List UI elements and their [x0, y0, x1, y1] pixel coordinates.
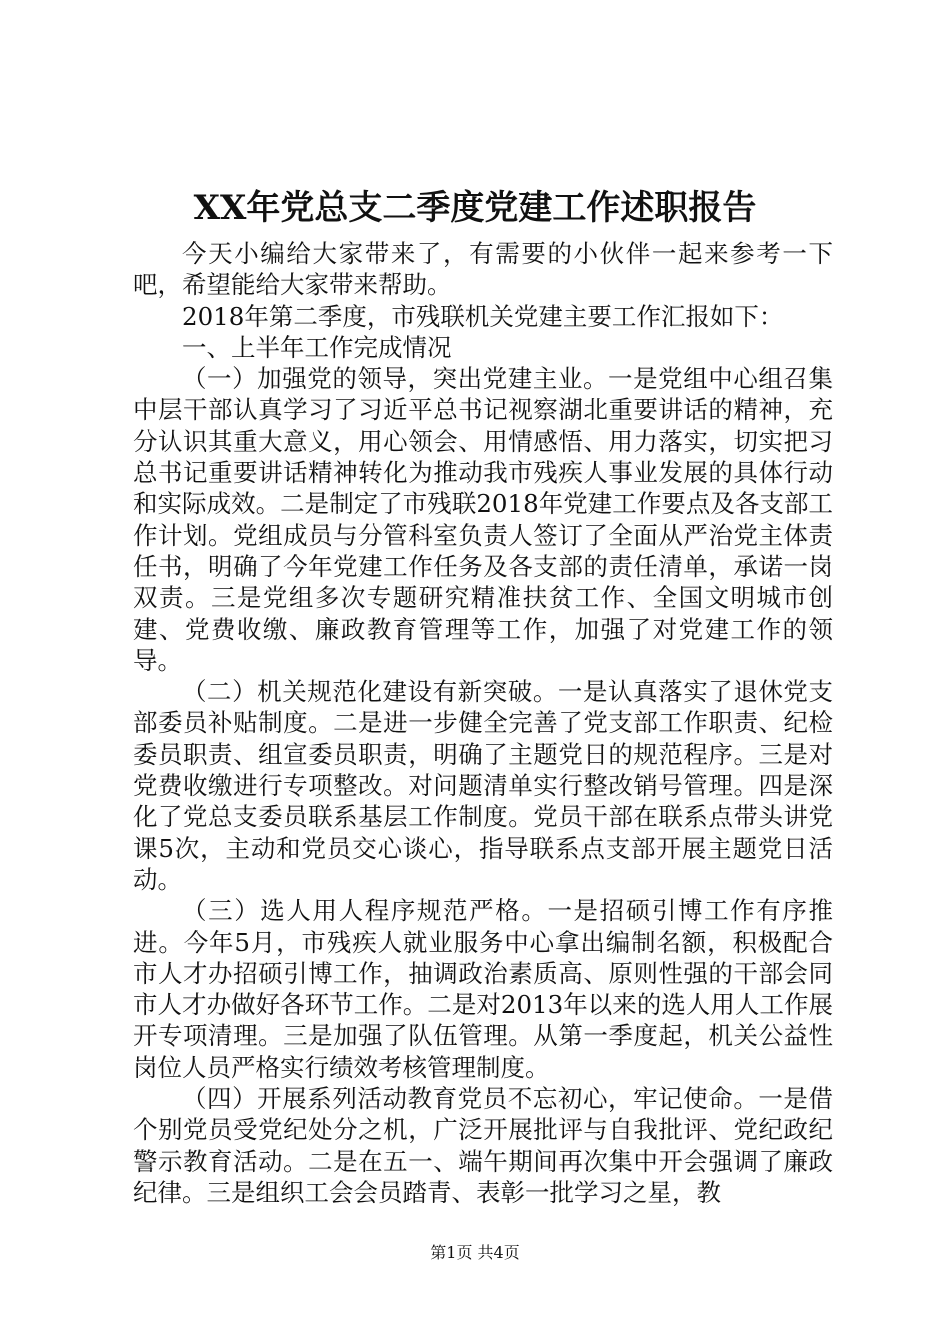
paragraph-item-4: （四）开展系列活动教育党员不忘初心，牢记使命。一是借个别党员受党纪处分之机，广泛开展批评与自我批评、党纪政纪警示教育活动。二是在五一、端午期间再次集中开会强调了廉政纪律。三是组织工会会员踏青、表彰一批学习之星，教 [133, 1084, 833, 1207]
page-number-footer: 第1页 共4页 [430, 1243, 520, 1262]
paragraph-intro: 今天小编给大家带来了，有需要的小伙伴一起来参考一下吧，希望能给大家带来帮助。 [133, 239, 833, 300]
paragraph-item-1: （一）加强党的领导，突出党建主业。一是党组中心组召集中层干部认真学习了习近平总书记视察湖北重要讲话的精神，充分认识其重大意义，用心领会、用情感悟、用力落实，切实把习总书记重要讲话精神转化为推动我市残疾人事业发展的具体行动和实际成效。二是制定了市残联2018年党建工作要点及各支部工作计划。党组成员与分管科室负责人签订了全面从严治党主体责任书，明确了今年党建工作任务及各支部的责任清单，承诺一岗双责。三是党组多次专题研究精准扶贫工作、全国文明城市创建、党费收缴、廉政教育管理等工作，加强了对党建工作的领导。 [133, 364, 833, 675]
paragraph-item-2: （二）机关规范化建设有新突破。一是认真落实了退休党支部委员补贴制度。二是进一步健全完善了党支部工作职责、纪检委员职责、组宣委员职责，明确了主题党日的规范程序。三是对党费收缴进行专项整改。对问题清单实行整改销号管理。四是深化了党总支委员联系基层工作制度。党员干部在联系点带头讲党课5次，主动和党员交心谈心，指导联系点支部开展主题党日活动。 [133, 677, 833, 894]
document-title: XX年党总支二季度党建工作述职报告 [193, 188, 757, 228]
document-body [133, 238, 833, 1208]
paragraph-item-3: （三）选人用人程序规范严格。一是招硕引博工作有序推进。今年5月，市残疾人就业服务中心拿出编制名额，积极配合市人才办招硕引博工作，抽调政治素质高、原则性强的干部会同市人才办做好各环节工作。二是对2013年以来的选人用人工作展开专项清理。三是加强了队伍管理。从第一季度起，机关公益性岗位人员严格实行绩效考核管理制度。 [133, 896, 833, 1082]
section-heading-1: 一、上半年工作完成情况 [182, 332, 452, 362]
paragraph-summary-lead: 2018年第二季度，市残联机关党建主要工作汇报如下： [182, 301, 784, 331]
